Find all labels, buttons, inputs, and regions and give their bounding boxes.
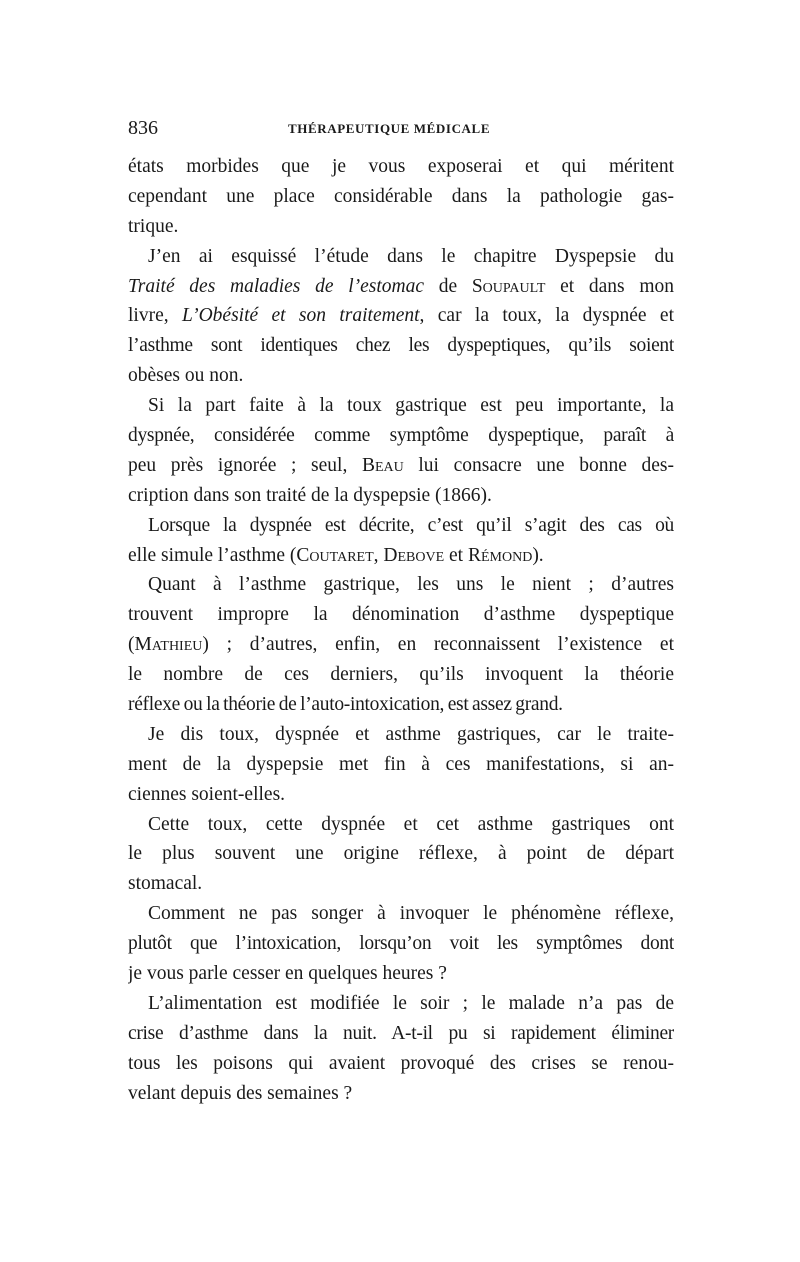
text-line (128, 301, 674, 331)
text-line (128, 600, 674, 630)
text-line (128, 1049, 674, 1079)
text-line (128, 780, 674, 810)
text-line (128, 272, 674, 302)
book-title: L’Obésité et son traitement (181, 305, 420, 327)
text-segment: ment de la dyspepsie met fin à ces manifestations, si an- (128, 753, 674, 775)
text-segment: de (424, 275, 472, 297)
text-line (128, 511, 674, 541)
text-segment: états morbides que je vous exposerai et qui méritent (128, 156, 674, 177)
text-segment: obèses ou non. (128, 365, 244, 387)
text-segment: elle simule l’asthme ( (128, 544, 297, 566)
text-segment: Cette toux, cette dyspnée et cet asthme gastriques ont (148, 813, 674, 835)
text-segment: plutôt que l’intoxication, lorsqu’on voit les symptômes dont (128, 933, 674, 955)
text-segment: L’alimentation est modifiée le soir ; le malade n’a pas de (148, 992, 674, 1014)
text-segment: ( (128, 634, 135, 656)
text-segment: cription dans son traité de la dyspepsie (1866). (128, 484, 492, 506)
text-segment: et (444, 544, 468, 566)
text-line (128, 810, 674, 840)
text-segment: trouvent impropre la dénomination d’asthme dyspeptique (128, 604, 674, 626)
text-line (128, 989, 674, 1019)
text-line (128, 869, 674, 899)
text-line (128, 690, 674, 720)
text-segment: Je dis toux, dyspnée et asthme gastriques, car le traite- (148, 723, 674, 745)
text-segment: Lorsque la dyspnée est décrite, c’est qu’il s’agit des cas où (148, 514, 674, 536)
text-segment: Quant à l’asthme gastrique, les uns le nient ; d’autres (148, 574, 674, 596)
text-line (128, 929, 674, 959)
text-line (128, 750, 674, 780)
text-segment: l’asthme sont identiques chez les dyspeptiques, qu’ils soient (128, 335, 674, 357)
author-name: Soupault (471, 275, 546, 297)
text-line (128, 331, 674, 361)
text-segment: trique. (128, 215, 179, 237)
text-line (128, 899, 674, 929)
text-segment: je vous parle cesser en quelques heures ? (128, 963, 447, 985)
text-line (128, 451, 674, 481)
text-segment: cependant une place considérable dans la pathologie gas- (128, 185, 674, 207)
running-title: THÉRAPEUTIQUE MÉDICALE (288, 121, 491, 136)
text-segment: réflexe ou la théorie de l’auto-intoxication, est assez grand. (128, 694, 563, 716)
text-line (128, 959, 674, 989)
text-segment: Si la part faite à la toux gastrique est peu importante, la (148, 395, 674, 417)
text-segment: Comment ne pas songer à invoquer le phénomène réflexe, (148, 903, 674, 925)
text-line (128, 361, 674, 391)
text-line (128, 152, 674, 182)
book-title: Traité des maladies de l’estomac (128, 275, 425, 297)
text-segment: tous les poisons qui avaient provoqué des crises se renou- (128, 1052, 674, 1074)
author-name: Beau (361, 454, 404, 476)
text-segment: , car la toux, la dyspnée et (419, 305, 674, 327)
text-segment: lui consacre une bonne des- (403, 454, 674, 476)
text-line (128, 839, 674, 869)
page-number: 836 (128, 117, 158, 139)
text-line (128, 720, 674, 750)
text-segment: J’en ai esquissé l’étude dans le chapitre Dyspepsie du (148, 245, 674, 267)
text-line (128, 421, 674, 451)
text-line (128, 182, 674, 212)
text-line (128, 660, 674, 690)
text-segment: le nombre de ces derniers, qu’ils invoquent la théorie (128, 664, 674, 686)
text-segment: ciennes soient-elles. (128, 783, 286, 805)
text-line (128, 570, 674, 600)
text-segment: le plus souvent une origine réflexe, à point de départ (128, 843, 674, 865)
text-segment: dyspnée, considérée comme symptôme dyspeptique, paraît à (128, 425, 674, 447)
author-name: Rémond (467, 544, 533, 566)
text-line (128, 1019, 674, 1049)
text-segment: , (373, 544, 384, 566)
text-line (128, 212, 674, 242)
text-segment: peu près ignorée ; seul, (128, 454, 362, 476)
author-name: Mathieu (134, 634, 203, 656)
text-line (128, 481, 674, 511)
text-line (128, 541, 674, 571)
text-line (128, 630, 674, 660)
text-segment: ) ; d’autres, enfin, en reconnaissent l’existence et (202, 634, 674, 656)
author-name: Debove (383, 544, 445, 566)
text-line (128, 1079, 674, 1109)
body-text (128, 152, 674, 1109)
page-header (128, 116, 674, 140)
text-segment: livre, (128, 305, 182, 327)
text-segment: velant depuis des semaines ? (128, 1082, 353, 1104)
text-line (128, 242, 674, 272)
author-name: Coutaret (296, 544, 374, 566)
text-segment: ). (532, 544, 544, 566)
text-segment: stomacal. (128, 873, 203, 895)
text-segment: et dans mon (545, 275, 674, 297)
text-line (128, 391, 674, 421)
text-segment: crise d’asthme dans la nuit. A-t-il pu si rapidement éliminer (128, 1022, 674, 1044)
